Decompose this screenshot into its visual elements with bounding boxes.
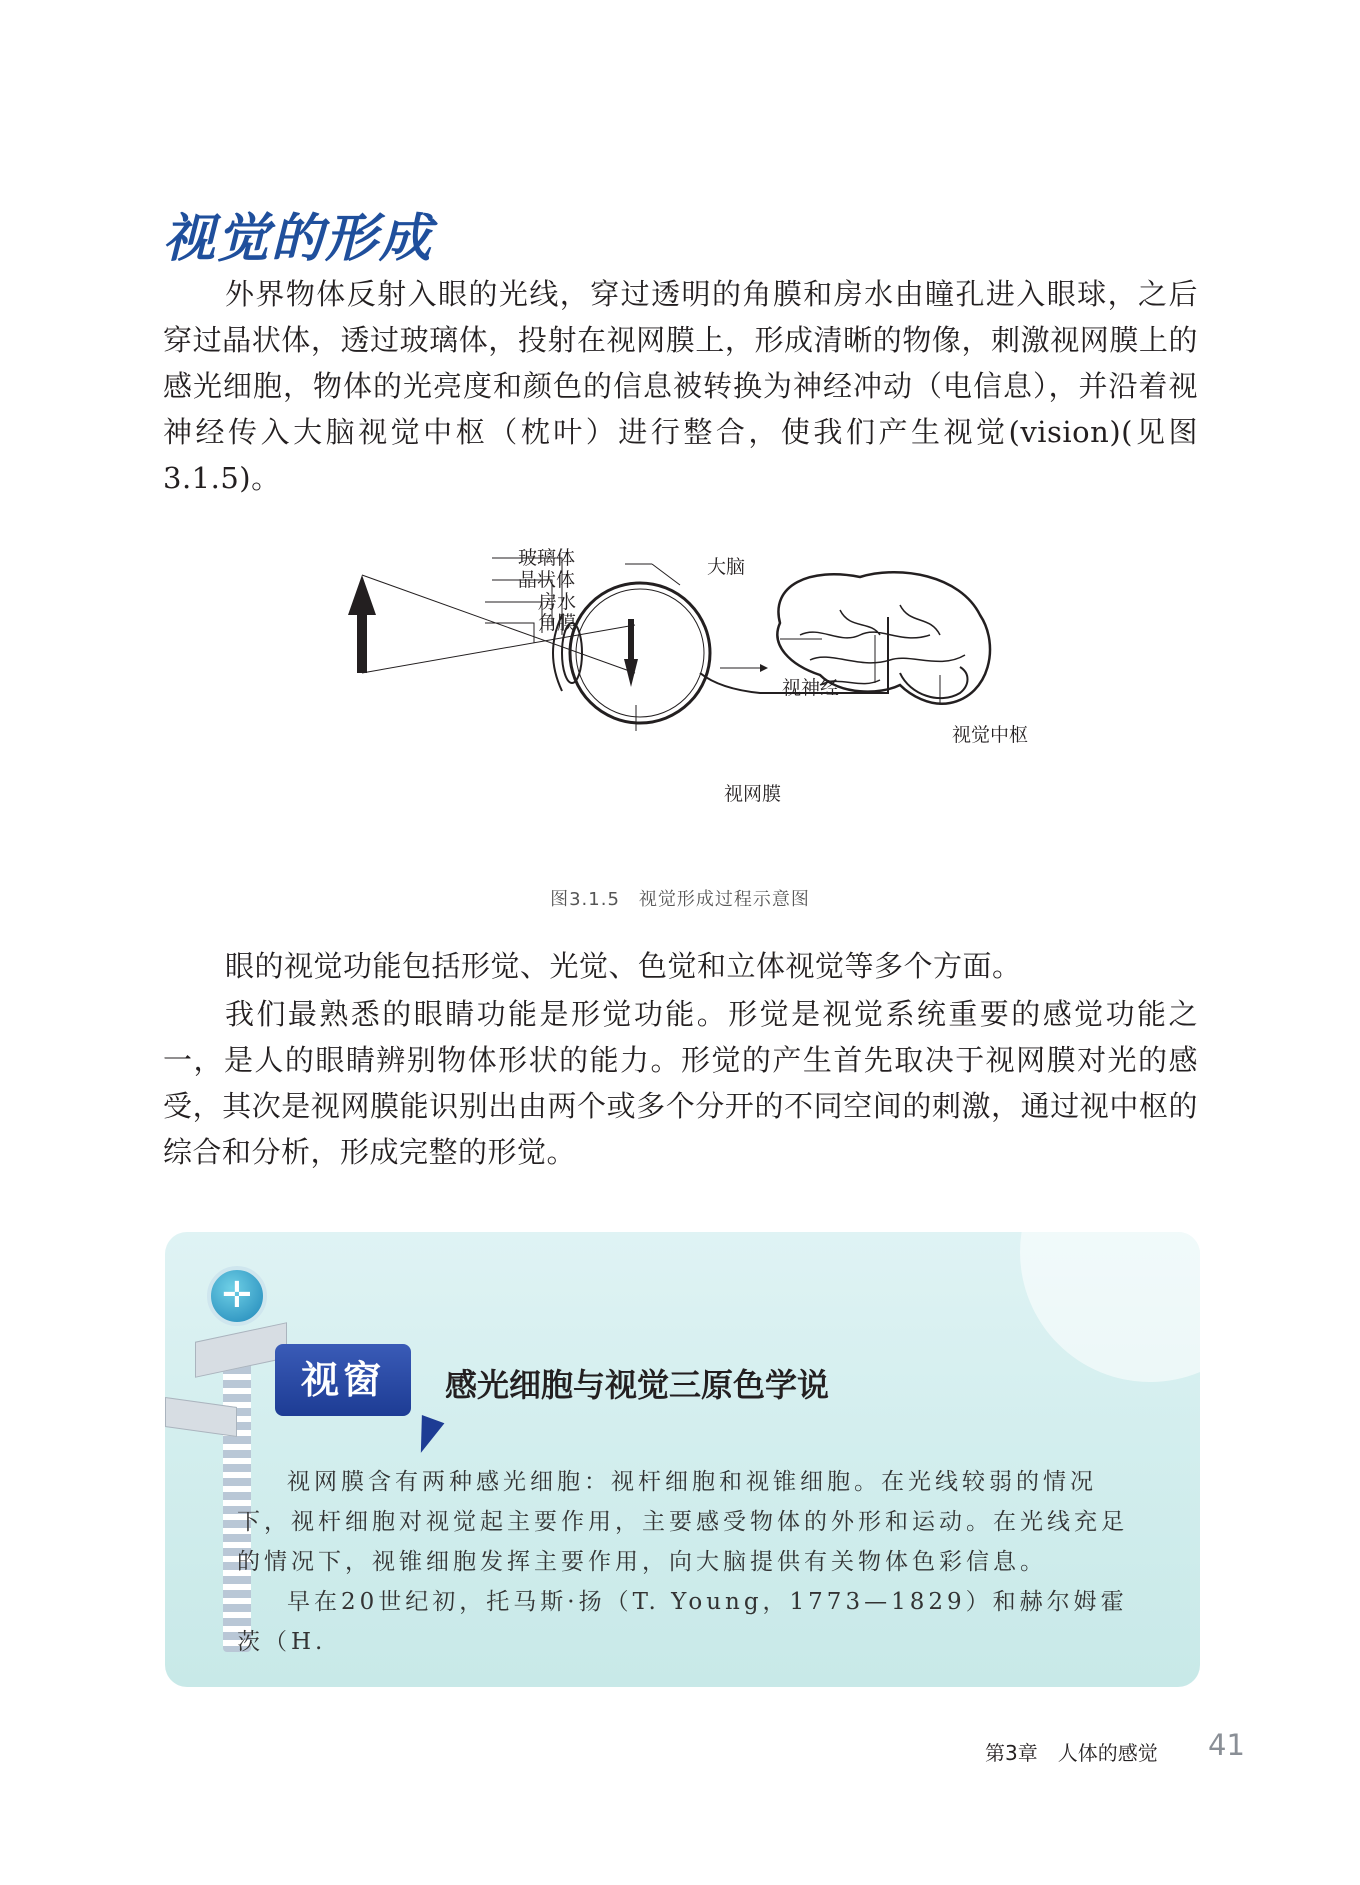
paragraph-vision-formation: 外界物体反射入眼的光线，穿过透明的角膜和房水由瞳孔进入眼球，之后穿过晶状体，透过玻璃体，投射在视网膜上，形成清晰的物像，刺激视网膜上的感光细胞，物体的光亮度和颜色的信息被转换为神经冲动（电信息），并沿着视神经传入大脑视觉中枢（枕叶）进行整合，使我们产生视觉(vision)(见图3.1.5)。 <box>163 277 1198 495</box>
paragraph-form-vision: 我们最熟悉的眼睛功能是形觉功能。形觉是视觉系统重要的感觉功能之一，是人的眼睛辨别物体形状的能力。形觉的产生首先取决于视网膜对光的感受，其次是视网膜能识别出由两个或多个分开的不同空间的刺激，通过视中枢的综合和分析，形成完整的形觉。 <box>163 997 1198 1169</box>
sidebar-tag: 视窗 <box>275 1344 411 1416</box>
compass-icon: ✛ <box>207 1266 267 1326</box>
speech-tail <box>410 1415 445 1457</box>
sidebar-paragraph-2: 早在20世纪初，托马斯·扬（T. Young，1773—1829）和赫尔姆霍茨（H. <box>237 1589 1128 1655</box>
eyeball <box>570 583 710 723</box>
figure-caption: 图3.1.5 视觉形成过程示意图 <box>550 889 810 910</box>
label-brain: 大脑 <box>707 556 746 578</box>
sidebar-title: 感光细胞与视觉三原色学说 <box>445 1366 830 1404</box>
sidebar-box <box>165 1232 1200 1687</box>
object-arrow <box>348 575 376 673</box>
label-vitreous: 玻璃体 <box>518 547 576 569</box>
footer-chapter: 第3章 人体的感觉 <box>985 1741 1158 1765</box>
label-aqueous: 房水 <box>538 591 577 613</box>
retina-image-arrow <box>624 619 638 687</box>
decorative-moon <box>1020 1232 1200 1382</box>
sidebar-paragraph-1: 视网膜含有两种感光细胞：视杆细胞和视锥细胞。在光线较弱的情况下，视杆细胞对视觉起主要作用，主要感受物体的外形和运动。在光线充足的情况下，视锥细胞发挥主要作用，向大脑提供有关物体色彩信息。 <box>237 1469 1128 1575</box>
page-number: 41 <box>1208 1728 1245 1762</box>
label-lens: 晶状体 <box>518 569 576 591</box>
label-optic-nerve: 视神经 <box>782 677 840 699</box>
eye-brain-diagram <box>340 555 1080 865</box>
label-cornea: 角膜 <box>538 612 577 634</box>
label-visual-center: 视觉中枢 <box>952 724 1029 746</box>
vision-process-figure <box>340 547 1080 865</box>
section-title: 视觉的形成 <box>163 209 434 269</box>
label-retina: 视网膜 <box>724 783 782 805</box>
paragraph-visual-functions: 眼的视觉功能包括形觉、光觉、色觉和立体视觉等多个方面。 <box>225 949 1022 983</box>
